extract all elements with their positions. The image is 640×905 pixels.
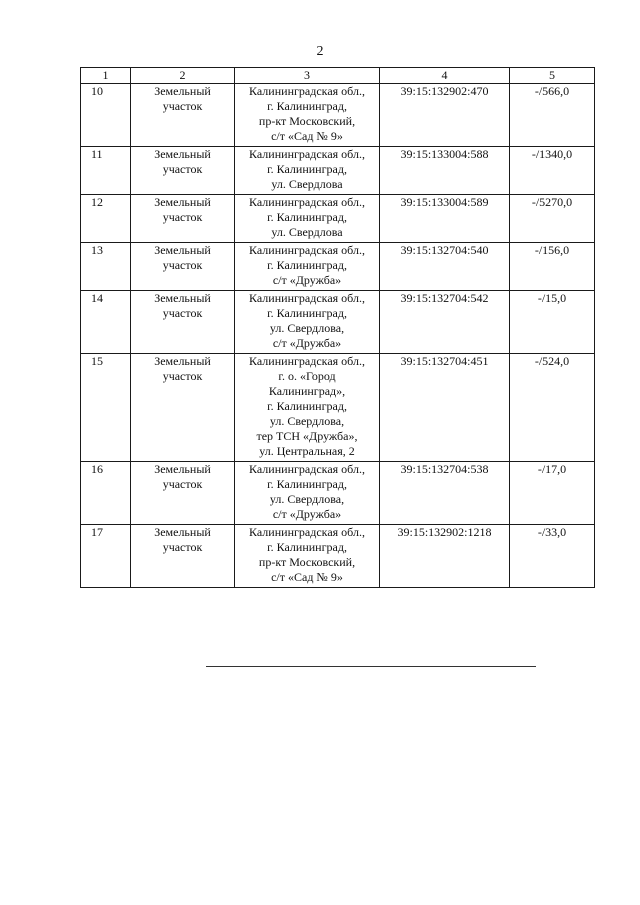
address-line: ул. Свердлова,	[269, 492, 345, 506]
object-type-cell	[131, 462, 235, 525]
object-type-cell	[131, 195, 235, 243]
row-number: 12	[81, 195, 131, 243]
object-type-line: участок	[162, 258, 203, 272]
address-cell	[235, 525, 380, 588]
cadastral-number: 39:15:132902:1218	[380, 525, 510, 588]
address-line: Калининградская обл.,	[249, 84, 365, 98]
column-header: 3	[235, 68, 380, 84]
table-row	[81, 195, 595, 243]
table-row	[81, 243, 595, 291]
area-value: -/156,0	[510, 243, 595, 291]
table-body	[81, 84, 595, 588]
row-number: 15	[81, 354, 131, 462]
object-type-line: Земельный	[154, 462, 211, 476]
column-header: 2	[131, 68, 235, 84]
address-line: пр-кт Московский,	[258, 555, 356, 569]
object-type-line: Земельный	[154, 147, 211, 161]
area-value: -/15,0	[510, 291, 595, 354]
address-line: с/т «Сад № 9»	[271, 129, 343, 143]
address-line: г. Калининград,	[267, 210, 347, 224]
address-line: Калининградская обл.,	[249, 354, 365, 368]
footer-divider	[206, 666, 536, 667]
address-line: г. Калининград,	[267, 162, 347, 176]
object-type-line: Земельный	[154, 84, 211, 98]
object-type-line: участок	[162, 210, 203, 224]
address-line: тер ТСН «Дружба»,	[256, 429, 358, 443]
area-value: -/524,0	[510, 354, 595, 462]
row-number: 10	[81, 84, 131, 147]
area-value: -/33,0	[510, 525, 595, 588]
object-type-cell	[131, 291, 235, 354]
address-cell	[235, 147, 380, 195]
page-number: 2	[316, 44, 324, 59]
object-type-line: Земельный	[154, 525, 211, 539]
address-line: г. Калининград,	[267, 399, 347, 413]
column-header: 1	[81, 68, 131, 84]
address-cell	[235, 243, 380, 291]
address-line: Калининградская обл.,	[249, 147, 365, 161]
object-type-line: Земельный	[154, 291, 211, 305]
row-number: 13	[81, 243, 131, 291]
object-type-cell	[131, 147, 235, 195]
address-cell	[235, 291, 380, 354]
address-line: Калининградская обл.,	[249, 462, 365, 476]
table-row	[81, 462, 595, 525]
row-number: 14	[81, 291, 131, 354]
address-cell	[235, 354, 380, 462]
cadastral-number: 39:15:133004:588	[380, 147, 510, 195]
object-type-cell	[131, 525, 235, 588]
address-line: г. Калининград,	[267, 258, 347, 272]
address-line: ул. Свердлова	[271, 177, 343, 191]
address-line: с/т «Дружба»	[272, 336, 342, 350]
address-line: Калининград»,	[268, 384, 346, 398]
address-line: г. Калининград,	[267, 477, 347, 491]
address-line: ул. Центральная, 2	[259, 444, 355, 458]
address-line: ул. Свердлова	[271, 225, 343, 239]
object-type-line: Земельный	[154, 195, 211, 209]
column-header: 4	[380, 68, 510, 84]
object-type-line: участок	[162, 477, 203, 491]
address-line: пр-кт Московский,	[258, 114, 356, 128]
address-line: г. Калининград,	[267, 99, 347, 113]
address-line: г. Калининград,	[267, 540, 347, 554]
object-type-line: Земельный	[154, 354, 211, 368]
cadastral-number: 39:15:132902:470	[380, 84, 510, 147]
object-type-cell	[131, 354, 235, 462]
address-line: г. Калининград,	[267, 306, 347, 320]
cadastral-number: 39:15:132704:540	[380, 243, 510, 291]
row-number: 17	[81, 525, 131, 588]
table-row	[81, 84, 595, 147]
object-type-line: участок	[162, 540, 203, 554]
address-line: ул. Свердлова,	[269, 414, 345, 428]
cadastral-number: 39:15:132704:542	[380, 291, 510, 354]
object-type-line: участок	[162, 306, 203, 320]
row-number: 11	[81, 147, 131, 195]
address-cell	[235, 84, 380, 147]
table-row	[81, 354, 595, 462]
address-line: Калининградская обл.,	[249, 291, 365, 305]
row-number: 16	[81, 462, 131, 525]
address-cell	[235, 195, 380, 243]
object-type-line: участок	[162, 162, 203, 176]
area-value: -/566,0	[510, 84, 595, 147]
address-cell	[235, 462, 380, 525]
object-type-cell	[131, 243, 235, 291]
address-line: с/т «Дружба»	[272, 273, 342, 287]
table-header-row	[81, 68, 595, 84]
cadastral-number: 39:15:132704:538	[380, 462, 510, 525]
object-type-line: участок	[162, 99, 203, 113]
cadastral-number: 39:15:133004:589	[380, 195, 510, 243]
table-row	[81, 525, 595, 588]
address-line: с/т «Дружба»	[272, 507, 342, 521]
object-type-line: участок	[162, 369, 203, 383]
object-type-line: Земельный	[154, 243, 211, 257]
table-row	[81, 147, 595, 195]
address-line: Калининградская обл.,	[249, 195, 365, 209]
area-value: -/1340,0	[510, 147, 595, 195]
area-value: -/17,0	[510, 462, 595, 525]
address-line: Калининградская обл.,	[249, 525, 365, 539]
address-line: Калининградская обл.,	[249, 243, 365, 257]
address-line: с/т «Сад № 9»	[271, 570, 343, 584]
column-header: 5	[510, 68, 595, 84]
area-value: -/5270,0	[510, 195, 595, 243]
object-type-cell	[131, 84, 235, 147]
table-row	[81, 291, 595, 354]
address-line: г. о. «Город	[278, 369, 336, 383]
land-plots-table	[80, 67, 595, 588]
cadastral-number: 39:15:132704:451	[380, 354, 510, 462]
address-line: ул. Свердлова,	[269, 321, 345, 335]
